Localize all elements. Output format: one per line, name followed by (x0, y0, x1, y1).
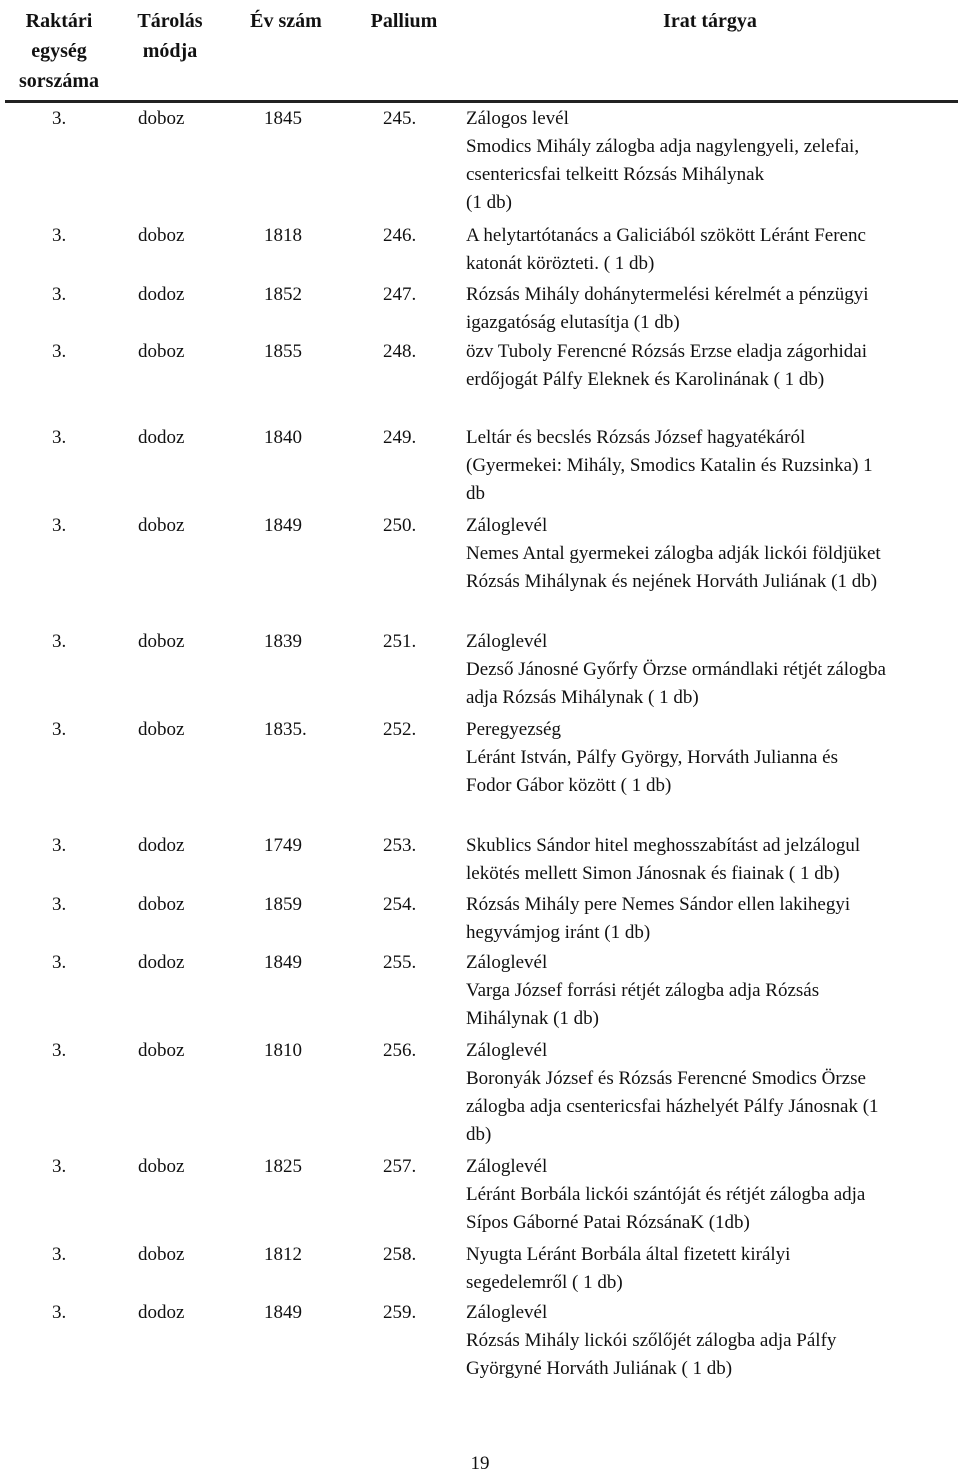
subject-line: hegyvámjog iránt (1 db) (466, 922, 651, 943)
subject-line: lekötés mellett Simon Jánosnak és fiainak ( 1 db) (466, 863, 840, 884)
subject-line: Boronyák József és Rózsás Ferencné Smodics Örzse (466, 1068, 866, 1089)
header-unit: Raktári egység sorszáma (19, 10, 99, 92)
cell-pallium: 255. (383, 952, 417, 973)
subject-line: A helytartótanács a Galiciából szökött Léránt Ferenc (466, 225, 866, 246)
cell-unit: 3. (52, 894, 67, 915)
subject-line: Peregyezség (466, 719, 561, 740)
subject-line: Záloglevél (466, 1302, 548, 1323)
cell-pallium: 251. (383, 631, 417, 652)
subject-line: Rózsás Mihálynak és nejének Horváth Juliának (1 db) (466, 571, 878, 592)
subject-line: segedelemről ( 1 db) (466, 1272, 623, 1293)
subject-line: katonát körözteti. ( 1 db) (466, 253, 655, 274)
cell-pallium: 246. (383, 225, 417, 246)
cell-storage: doboz (138, 108, 185, 129)
cell-year: 1825 (264, 1156, 302, 1177)
subject-line: Fodor Gábor között ( 1 db) (466, 775, 672, 796)
cell-unit: 3. (52, 1156, 67, 1177)
cell-storage: doboz (138, 225, 185, 246)
subject-line: Skublics Sándor hitel meghosszabítást ad jelzálogul (466, 835, 861, 856)
cell-subject (466, 1299, 958, 1383)
cell-pallium: 258. (383, 1244, 417, 1265)
subject-line: Sípos Gáborné Patai RózsánaK (1db) (466, 1212, 750, 1233)
cell-unit: 3. (52, 835, 67, 856)
cell-storage: doboz (138, 515, 185, 536)
subject-line: csentericsfai telkeitt Rózsás Mihálynak (466, 164, 765, 185)
cell-pallium: 250. (383, 515, 417, 536)
subject-line: Záloglevél (466, 515, 548, 536)
cell-storage: doboz (138, 1156, 185, 1177)
cell-subject (466, 222, 958, 278)
subject-line: Záloglevél (466, 631, 548, 652)
cell-subject (466, 424, 958, 508)
cell-subject (466, 949, 958, 1033)
subject-line: Mihálynak (1 db) (466, 1008, 599, 1029)
subject-line: erdőjogát Pálfy Eleknek és Karolinának ( 1 db) (466, 369, 825, 390)
cell-year: 1859 (264, 894, 302, 915)
cell-pallium: 245. (383, 108, 417, 129)
cell-storage: dodoz (138, 1302, 185, 1323)
cell-pallium: 252. (383, 719, 417, 740)
subject-line: Smodics Mihály zálogba adja nagylengyeli, zelefai, (466, 136, 860, 157)
cell-subject (466, 1241, 958, 1297)
cell-unit: 3. (52, 225, 67, 246)
cell-storage: doboz (138, 341, 185, 362)
cell-unit: 3. (52, 952, 67, 973)
subject-line: Záloglevél (466, 1156, 548, 1177)
cell-subject (466, 716, 958, 800)
cell-year: 1810 (264, 1040, 302, 1061)
subject-line: zálogba adja csentericsfai házhelyét Pálfy Jánosnak (1 (466, 1096, 879, 1117)
cell-year: 1818 (264, 225, 302, 246)
cell-unit: 3. (52, 1040, 67, 1061)
cell-unit: 3. (52, 284, 67, 305)
cell-subject (466, 512, 958, 596)
cell-pallium: 259. (383, 1302, 417, 1323)
header-storage: Tárolás módja (137, 10, 203, 62)
cell-subject (466, 628, 958, 712)
subject-line: Rózsás Mihály lickói szőlőjét zálogba adja Pálfy (466, 1330, 837, 1351)
subject-line: Zálogos levél (466, 108, 569, 129)
subject-line: Nyugta Léránt Borbála által fizetett királyi (466, 1244, 791, 1265)
cell-storage: dodoz (138, 427, 185, 448)
subject-line: Rózsás Mihály dohánytermelési kérelmét a pénzügyi (466, 284, 869, 305)
cell-subject (466, 281, 958, 337)
cell-unit: 3. (52, 341, 67, 362)
subject-line: (1 db) (466, 192, 512, 213)
subject-line: (Gyermekei: Mihály, Smodics Katalin és Ruzsinka) 1 (466, 455, 873, 476)
cell-subject (466, 1153, 958, 1237)
cell-storage: doboz (138, 894, 185, 915)
cell-year: 1840 (264, 427, 302, 448)
cell-storage: doboz (138, 1244, 185, 1265)
subject-line: Záloglevél (466, 952, 548, 973)
cell-unit: 3. (52, 719, 67, 740)
cell-pallium: 256. (383, 1040, 417, 1061)
cell-pallium: 248. (383, 341, 417, 362)
cell-year: 1855 (264, 341, 302, 362)
cell-storage: doboz (138, 719, 185, 740)
cell-year: 1852 (264, 284, 302, 305)
header-year: Év szám (250, 10, 322, 32)
subject-line: Rózsás Mihály pere Nemes Sándor ellen lakihegyi (466, 894, 851, 915)
cell-storage: doboz (138, 1040, 185, 1061)
cell-storage: dodoz (138, 835, 185, 856)
subject-line: Nemes Antal gyermekei zálogba adják lickói földjüket (466, 543, 881, 564)
subject-line: özv Tuboly Ferencné Rózsás Erzse eladja zágorhidai (466, 341, 867, 362)
subject-line: Györgyné Horváth Juliának ( 1 db) (466, 1358, 733, 1379)
cell-unit: 3. (52, 1244, 67, 1265)
cell-year: 1749 (264, 835, 302, 856)
header-rule (5, 100, 958, 103)
subject-line: Leltár és becslés Rózsás József hagyatékáról (466, 427, 806, 448)
cell-year: 1835. (264, 719, 307, 740)
cell-subject (466, 891, 958, 947)
page-number: 19 (470, 1453, 490, 1474)
cell-year: 1849 (264, 952, 302, 973)
cell-year: 1849 (264, 515, 302, 536)
subject-line: db (466, 483, 485, 504)
cell-unit: 3. (52, 427, 67, 448)
cell-pallium: 253. (383, 835, 417, 856)
cell-pallium: 247. (383, 284, 417, 305)
cell-storage: dodoz (138, 952, 185, 973)
cell-pallium: 249. (383, 427, 417, 448)
cell-pallium: 257. (383, 1156, 417, 1177)
cell-unit: 3. (52, 108, 67, 129)
subject-line: Záloglevél (466, 1040, 548, 1061)
cell-year: 1849 (264, 1302, 302, 1323)
subject-line: igazgatóság elutasítja (1 db) (466, 312, 680, 333)
subject-line: Dezső Jánosné Győrfy Örzse ormándlaki rétjét zálogba (466, 659, 886, 680)
cell-subject (466, 1037, 958, 1149)
subject-line: db) (466, 1124, 492, 1145)
cell-pallium: 254. (383, 894, 417, 915)
subject-line: Varga József forrási rétjét zálogba adja Rózsás (466, 980, 820, 1001)
cell-storage: doboz (138, 631, 185, 652)
cell-unit: 3. (52, 631, 67, 652)
header-subject: Irat tárgya (663, 10, 757, 32)
cell-storage: dodoz (138, 284, 185, 305)
subject-line: Léránt Borbála lickói szántóját és rétjét zálogba adja (466, 1184, 866, 1205)
cell-year: 1839 (264, 631, 302, 652)
cell-unit: 3. (52, 1302, 67, 1323)
cell-subject (466, 832, 958, 888)
cell-year: 1845 (264, 108, 302, 129)
cell-subject (466, 105, 958, 217)
cell-unit: 3. (52, 515, 67, 536)
cell-year: 1812 (264, 1244, 302, 1265)
header-pallium: Pallium (370, 10, 438, 32)
cell-subject (466, 338, 958, 394)
subject-line: Léránt István, Pálfy György, Horváth Julianna és (466, 747, 838, 768)
subject-line: adja Rózsás Mihálynak ( 1 db) (466, 687, 699, 708)
